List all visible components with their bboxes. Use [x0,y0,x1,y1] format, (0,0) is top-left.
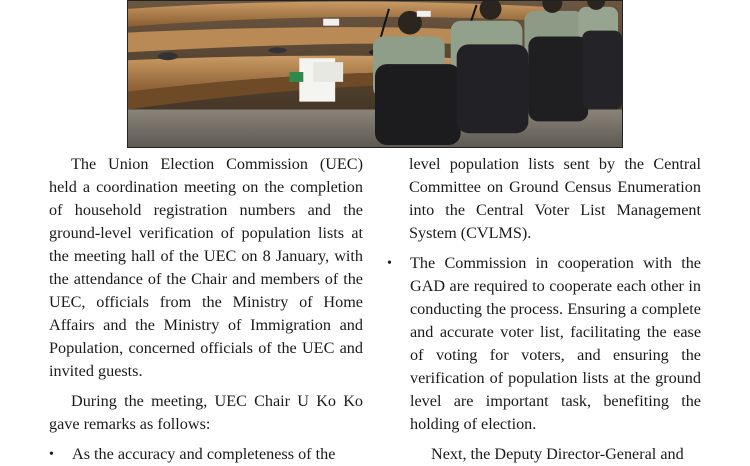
bullet-icon: • [49,447,54,462]
remarks-paragraph: During the meeting, UEC Chair U Ko Ko gave remarks as follows: [49,392,363,433]
bullet-item [49,443,363,466]
meeting-photo [127,0,623,148]
bullet-text: As the accuracy and completeness of the [72,445,336,463]
intro-paragraph: The Union Election Commission (UEC) held a coordination meeting on the completion of household registration numbers and the ground-level verification of population lists at the meeting hall of the UEC on 8 January, with the attendance of the Chair and members of the UEC, officials from the Ministry of Home Affairs and the Ministry of Immigration and Population, concerned officials of the UEC and invited guests. [49,155,363,380]
bullet-icon: • [387,256,392,271]
left-column [49,153,363,466]
continued-bullet-text: level population lists sent by the Central Committee on Ground Census Enumeration into the Central Voter List Management System (CVLMS). [409,155,701,242]
right-column [387,153,701,466]
bullet-item [387,252,701,436]
next-paragraph: Next, the Deputy Director-General and [431,445,684,463]
bullet-text: The Commission in cooperation with the GAD are required to cooperate each other in conducting the process. Ensuring a complete and accurate voter list, facilitating the ease of voting for voters, and ensuring the verification of population lists at the ground level are important task, benefiting the holding of election. [410,254,701,433]
